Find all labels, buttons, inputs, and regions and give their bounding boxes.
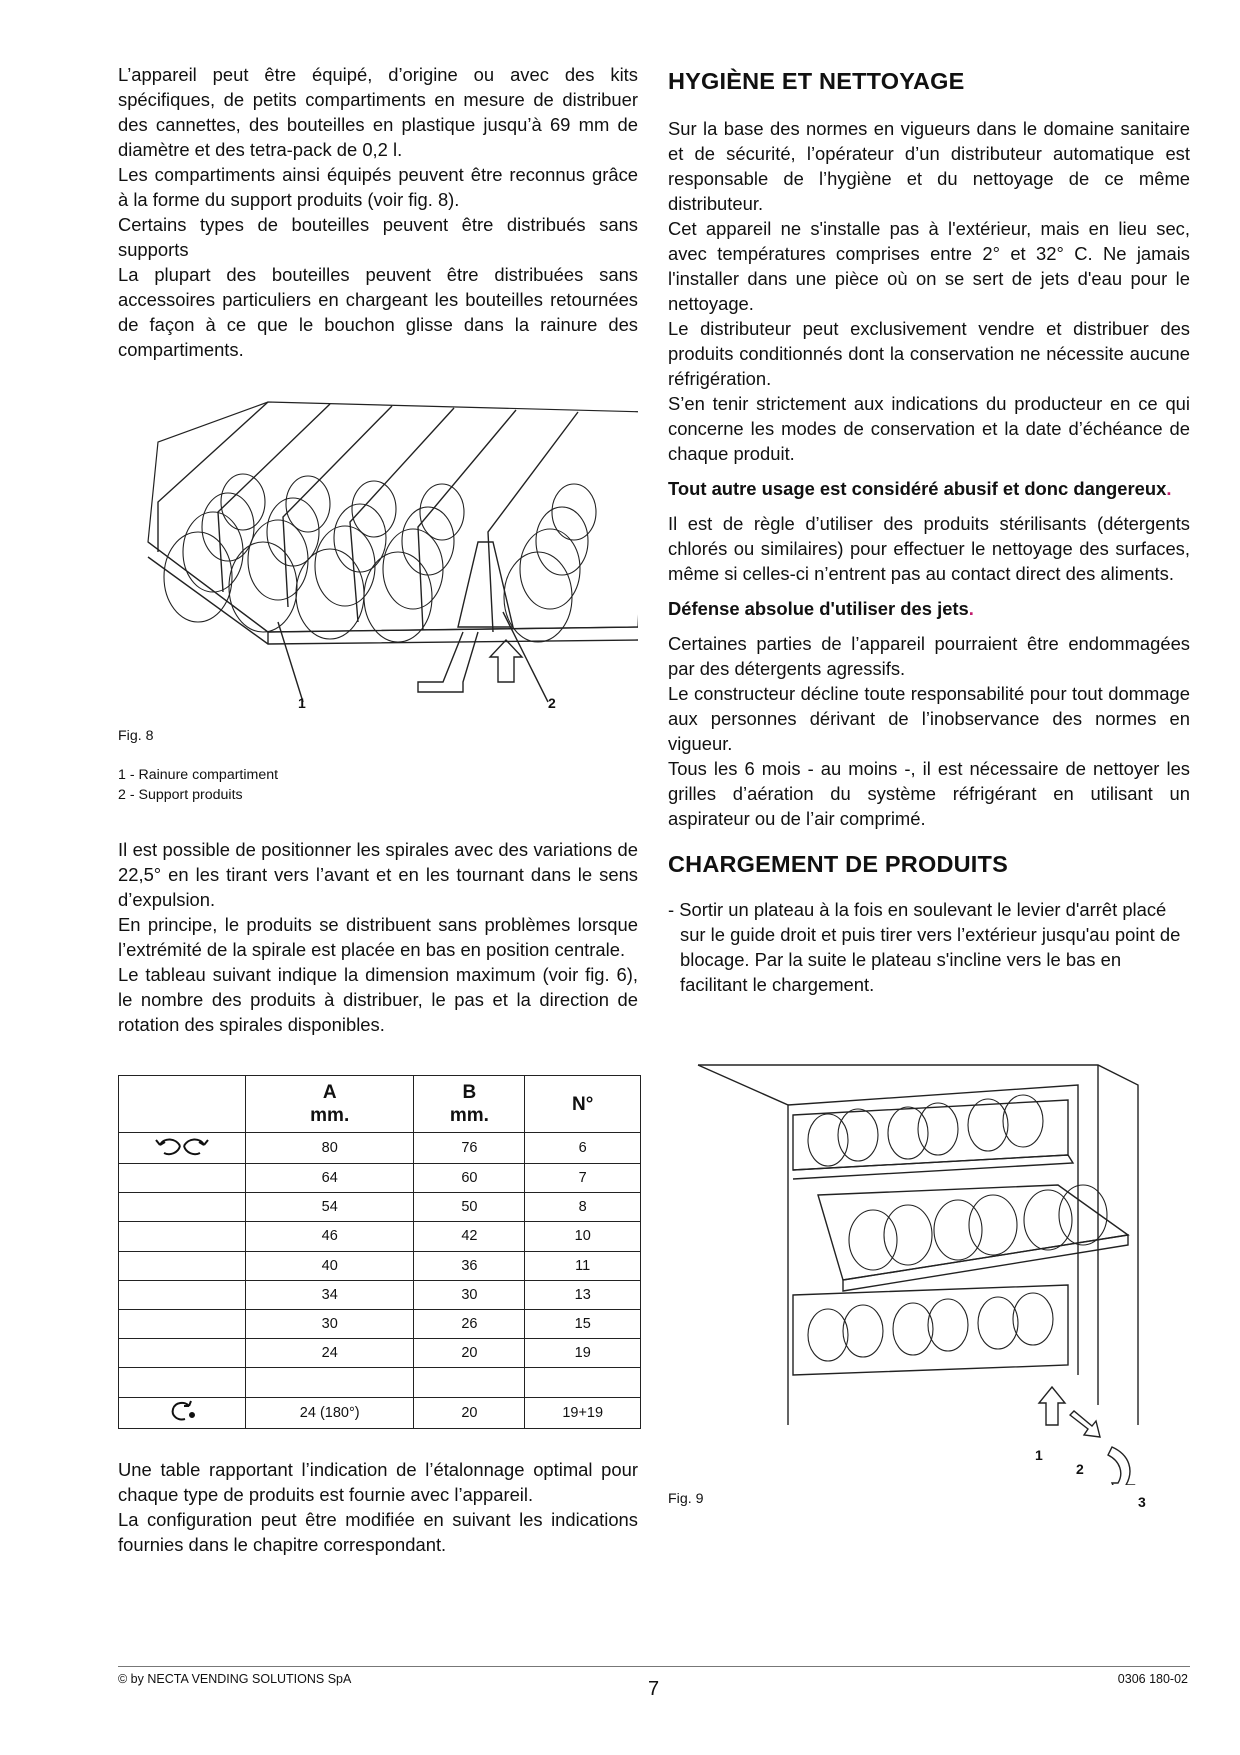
table-row (119, 1397, 641, 1428)
fig8-label-2: 2 (548, 695, 556, 711)
table-row (119, 1222, 641, 1251)
figure-9 (668, 1045, 1190, 1515)
tray-illustration (118, 382, 638, 722)
table-cell (246, 1368, 414, 1397)
hygiene-paragraph: S’en tenir strictement aux indications du producteur en ce qui concerne les modes de conservation et la date d’échéance de chaque produit. (668, 393, 1190, 464)
figure-8 (118, 392, 638, 722)
table-cell: 26 (414, 1309, 525, 1338)
table-row (119, 1133, 641, 1164)
parts-paragraph: Certaines parties de l’appareil pourraient être endommagées par des détergents agressifs. (668, 633, 1190, 679)
table-cell (414, 1368, 525, 1397)
table-row (119, 1280, 641, 1309)
table-cell: 19+19 (525, 1397, 641, 1428)
table-cell: 64 (246, 1164, 414, 1193)
sterilising-paragraph: Il est de règle d’utiliser des produits stérilisants (détergents chlorés ou similaires) pour effectuer le nettoyage des surfaces, même si celles-ci n’entrent pas au contact direct des aliments. (668, 513, 1190, 584)
table-cell: 54 (246, 1193, 414, 1222)
table-cell: 50 (414, 1193, 525, 1222)
table-cell: 34 (246, 1280, 414, 1309)
table-cell: 80 (246, 1133, 414, 1164)
table-header-row (119, 1076, 641, 1133)
left-column (118, 62, 638, 1557)
table-cell: 10 (525, 1222, 641, 1251)
table-cell: 6 (525, 1133, 641, 1164)
table-header-cell: B mm. (414, 1076, 525, 1133)
table-cell: 20 (414, 1397, 525, 1428)
spiral-section (118, 837, 638, 1037)
table-cell: 8 (525, 1193, 641, 1222)
table-header-cell (119, 1076, 246, 1133)
table-cell: 36 (414, 1251, 525, 1280)
figure-caption: Fig. 8 (118, 728, 154, 744)
table-row (119, 1251, 641, 1280)
section-title-hygiene: HYGIÈNE ET NETTOYAGE (668, 68, 965, 94)
footer-divider (118, 1666, 1190, 1667)
table-cell: 42 (414, 1222, 525, 1251)
table-row (119, 1164, 641, 1193)
fig9-label-2: 2 (1076, 1461, 1084, 1477)
table-row (119, 1309, 641, 1338)
table-header-cell: A mm. (246, 1076, 414, 1133)
table-header-cell: N° (525, 1076, 641, 1133)
table-cell: 30 (246, 1309, 414, 1338)
single-rotation-icon (119, 1397, 246, 1428)
table-cell: 24 (180°) (246, 1397, 414, 1428)
table-cell: 11 (525, 1251, 641, 1280)
loading-instruction: - Sortir un plateau à la fois en soulevant le levier d'arrêt placé sur le guide droit et puis tirer vers l’extérieur jusqu'au point de blocage. Par la suite le plateau s'incline vers le bas en facilitant le chargement. (668, 899, 1181, 995)
outro-paragraph: La configuration peut être modifiée en suivant les indications fournies dans le chapitre correspondant. (118, 1508, 638, 1555)
spiral-table (118, 1075, 641, 1429)
table-cell: 24 (246, 1339, 414, 1368)
table-cell: 60 (414, 1164, 525, 1193)
footer-doc-code: 0306 180-02 (1117, 1672, 1188, 1686)
table-cell (525, 1368, 641, 1397)
intro-paragraph: L’appareil peut être équipé, d’origine ou avec des kits spécifiques, de petits compartiments en mesure de distribuer des cannettes, des bouteilles en plastique jusqu’à 69 mm de diamètre et des tetra-pack de 0,2 l. (118, 64, 638, 160)
double-rotation-icon (119, 1133, 246, 1164)
table-row (119, 1368, 641, 1397)
table-cell: 20 (414, 1339, 525, 1368)
parts-paragraph: Tous les 6 mois - au moins -, il est nécessaire de nettoyer les grilles d’aération du système réfrigérant en utilisant un aspirateur ou de l’air comprimé. (668, 758, 1190, 829)
table-row (119, 1339, 641, 1368)
intro-paragraph: Les compartiments ainsi équipés peuvent être reconnus grâce à la forme du support produits (voir fig. 8). (118, 164, 638, 210)
table-cell: 30 (414, 1280, 525, 1309)
footer-copyright: © by NECTA VENDING SOLUTIONS SpA (118, 1672, 352, 1686)
warning-water-jets: Défense absolue d'utiliser des jets. (668, 598, 974, 619)
spiral-paragraph: En principe, le produits se distribuent sans problèmes lorsque l’extrémité de la spirale est placée en bas en position centrale. (118, 914, 638, 960)
table-row (119, 1193, 641, 1222)
warning-abusive-use: Tout autre usage est considéré abusif et donc dangereux. (668, 478, 1172, 499)
table-cell: 15 (525, 1309, 641, 1338)
parts-paragraph: Le constructeur décline toute responsabilité pour tout dommage aux personnes dérivant de l’inobservance des normes en vigueur. (668, 683, 1190, 754)
hygiene-paragraph: Le distributeur peut exclusivement vendre et distribuer des produits conditionnés dont la conservation ne nécessite aucune réfrigération. (668, 318, 1190, 389)
fig8-label-1: 1 (298, 695, 306, 711)
table-cell: 40 (246, 1251, 414, 1280)
spiral-paragraph: Le tableau suivant indique la dimension maximum (voir fig. 6), le nombre des produits à distribuer, le pas et la direction de rotation des spirales disponibles. (118, 964, 638, 1035)
intro-paragraph: Certains types de bouteilles peuvent être distribués sans supports (118, 214, 638, 260)
figure-legend-item: 1 - Rainure compartiment (118, 767, 279, 783)
hygiene-paragraph: Sur la base des normes en vigueurs dans le domaine sanitaire et de sécurité, l’opérateur d’un distributeur automatique est responsable de l’hygiène et du nettoyage de ce même distributeur. (668, 118, 1190, 214)
hygiene-paragraph: Cet appareil ne s'installe pas à l'extérieur, mais en lieu sec, avec températures comprises entre 2° et 32° C. Ne jamais l'installer dans une pièce où on se sert de jets d'eau pour le nettoyage. (668, 218, 1190, 314)
section-title-loading: CHARGEMENT DE PRODUITS (668, 851, 1008, 877)
outro-paragraph: Une table rapportant l’indication de l’étalonnage optimal pour chaque type de produits est fournie avec l’appareil. (118, 1458, 638, 1505)
machine-illustration (668, 1045, 1190, 1485)
table-cell: 46 (246, 1222, 414, 1251)
page-number: 7 (648, 1678, 660, 1700)
table-cell: 7 (525, 1164, 641, 1193)
outro-section (118, 1457, 638, 1557)
fig9-label-1: 1 (1035, 1447, 1043, 1463)
figure-legend-item: 2 - Support produits (118, 787, 243, 803)
fig9-label-3: 3 (1138, 1494, 1146, 1510)
spiral-paragraph: Il est possible de positionner les spirales avec des variations de 22,5° en les tirant vers l’avant et en les tournant dans le sens d’expulsion. (118, 839, 638, 910)
table-cell: 76 (414, 1133, 525, 1164)
table-cell: 13 (525, 1280, 641, 1309)
intro-paragraph: La plupart des bouteilles peuvent être distribuées sans accessoires particuliers en chargeant les bouteilles retournées de façon à ce que le bouchon glisse dans la rainure des compartiments. (118, 264, 638, 360)
table-cell: 19 (525, 1339, 641, 1368)
figure-caption: Fig. 9 (668, 1491, 704, 1507)
right-column (668, 66, 1190, 1515)
